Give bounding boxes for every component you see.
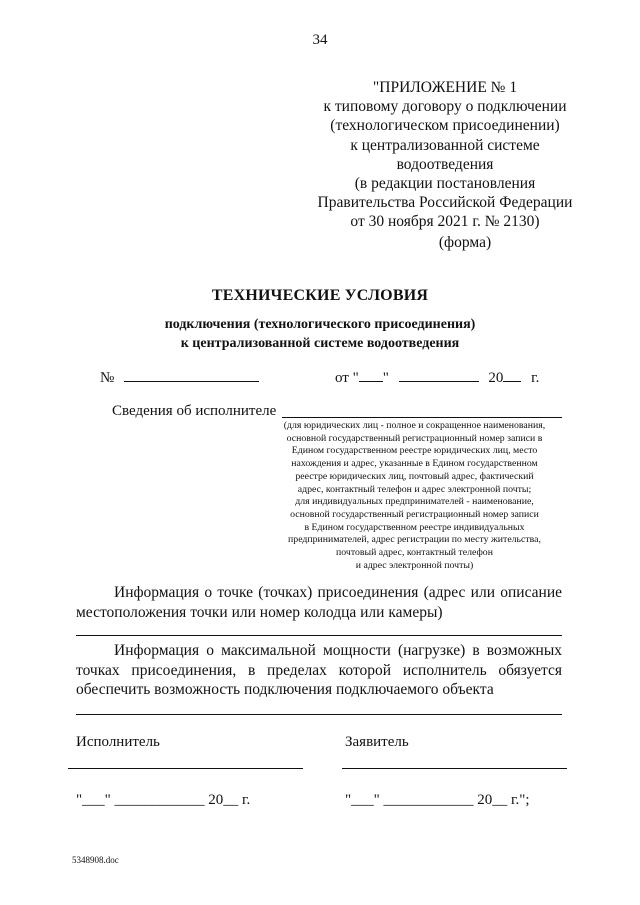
form-note: (форма) (438, 234, 492, 251)
document-date-row (335, 367, 539, 387)
max-capacity-field[interactable] (76, 714, 562, 715)
date-month-field[interactable] (399, 367, 479, 382)
hint-line: реестре юридических лиц, почтовый адрес, фактический (295, 470, 534, 482)
appendix-line: к типовому договору о подключении (323, 98, 567, 116)
hint-line: в Едином государственном реестре индивидуальных (304, 521, 525, 533)
hint-line: почтовый адрес, контактный телефон (336, 547, 493, 559)
appendix-line: (в редакции постановления (354, 175, 536, 193)
appendix-line: водоотведения (396, 155, 494, 173)
max-capacity-paragraph: Информация о максимальной мощности (нагрузке) в возможных точках присоединения, в пределах которой исполнитель обязуется обеспечить возможность подключения подключаемого объекта (76, 642, 562, 698)
executor-signature-label: Исполнитель (76, 734, 160, 750)
hint-line: основной государственный регистрационный номер записи (290, 508, 539, 520)
date-year-suffix: г. (531, 370, 540, 386)
subtitle-line: к централизованной системе водоотведения (180, 336, 460, 351)
applicant-signature-label: Заявитель (345, 734, 409, 750)
appendix-line: "ПРИЛОЖЕНИЕ № 1 (372, 79, 518, 96)
number-sign: № (100, 370, 115, 386)
applicant-signature-field[interactable] (342, 768, 567, 769)
executor-signature-date: "___" ____________ 20__ г. (76, 792, 251, 808)
hint-line: предпринимателей, адрес регистрации по месту жительства, (288, 534, 541, 546)
document-number-field[interactable] (124, 367, 259, 382)
appendix-line: от 30 ноября 2021 г. № 2130) (350, 213, 540, 231)
document-title: ТЕХНИЧЕСКИЕ УСЛОВИЯ (211, 287, 429, 304)
document-number-row (100, 367, 259, 387)
hint-line: основной государственный регистрационный номер записи в (286, 432, 543, 444)
executor-label: Сведения об исполнителе (112, 403, 277, 419)
hint-line: адрес, контактный телефон и адрес электронной почты; (297, 483, 532, 495)
appendix-line: Правительства Российской Федерации (317, 194, 573, 212)
executor-field[interactable] (282, 403, 562, 418)
hint-line: для индивидуальных предпринимателей - наименование, (295, 496, 534, 508)
appendix-header (300, 78, 590, 232)
hint-line: и адрес электронной почты) (355, 559, 474, 571)
document-subtitle (0, 315, 640, 353)
subtitle-line: подключения (технологического присоединения) (164, 317, 476, 332)
connection-point-paragraph: Информация о точке (точках) присоединения (адрес или описание местоположения точки или номер колодца или камеры) (76, 584, 562, 621)
document-file-code: 5348908.doc (72, 855, 119, 865)
date-year-prefix: 20 (488, 370, 504, 386)
applicant-signature-date: "___" ____________ 20__ г."; (345, 792, 530, 808)
executor-signature-field[interactable] (68, 768, 303, 769)
date-day-field[interactable] (359, 367, 383, 382)
appendix-line: к централизованной системе (350, 136, 540, 154)
date-from-label: от " (335, 370, 359, 386)
page-number: 34 (312, 32, 328, 48)
date-quote-close: " (382, 370, 389, 386)
hint-line: нахождения и адрес, указанные в Едином государственном (291, 458, 538, 470)
appendix-line: (технологическом присоединении) (330, 117, 560, 135)
hint-line: Едином государственном реестре юридических лиц, место (291, 445, 538, 457)
hint-line: (для юридических лиц - полное и сокращенное наименования, (283, 420, 546, 431)
executor-hint (262, 420, 567, 572)
date-year-field[interactable] (503, 367, 521, 382)
connection-point-field[interactable] (76, 635, 562, 636)
